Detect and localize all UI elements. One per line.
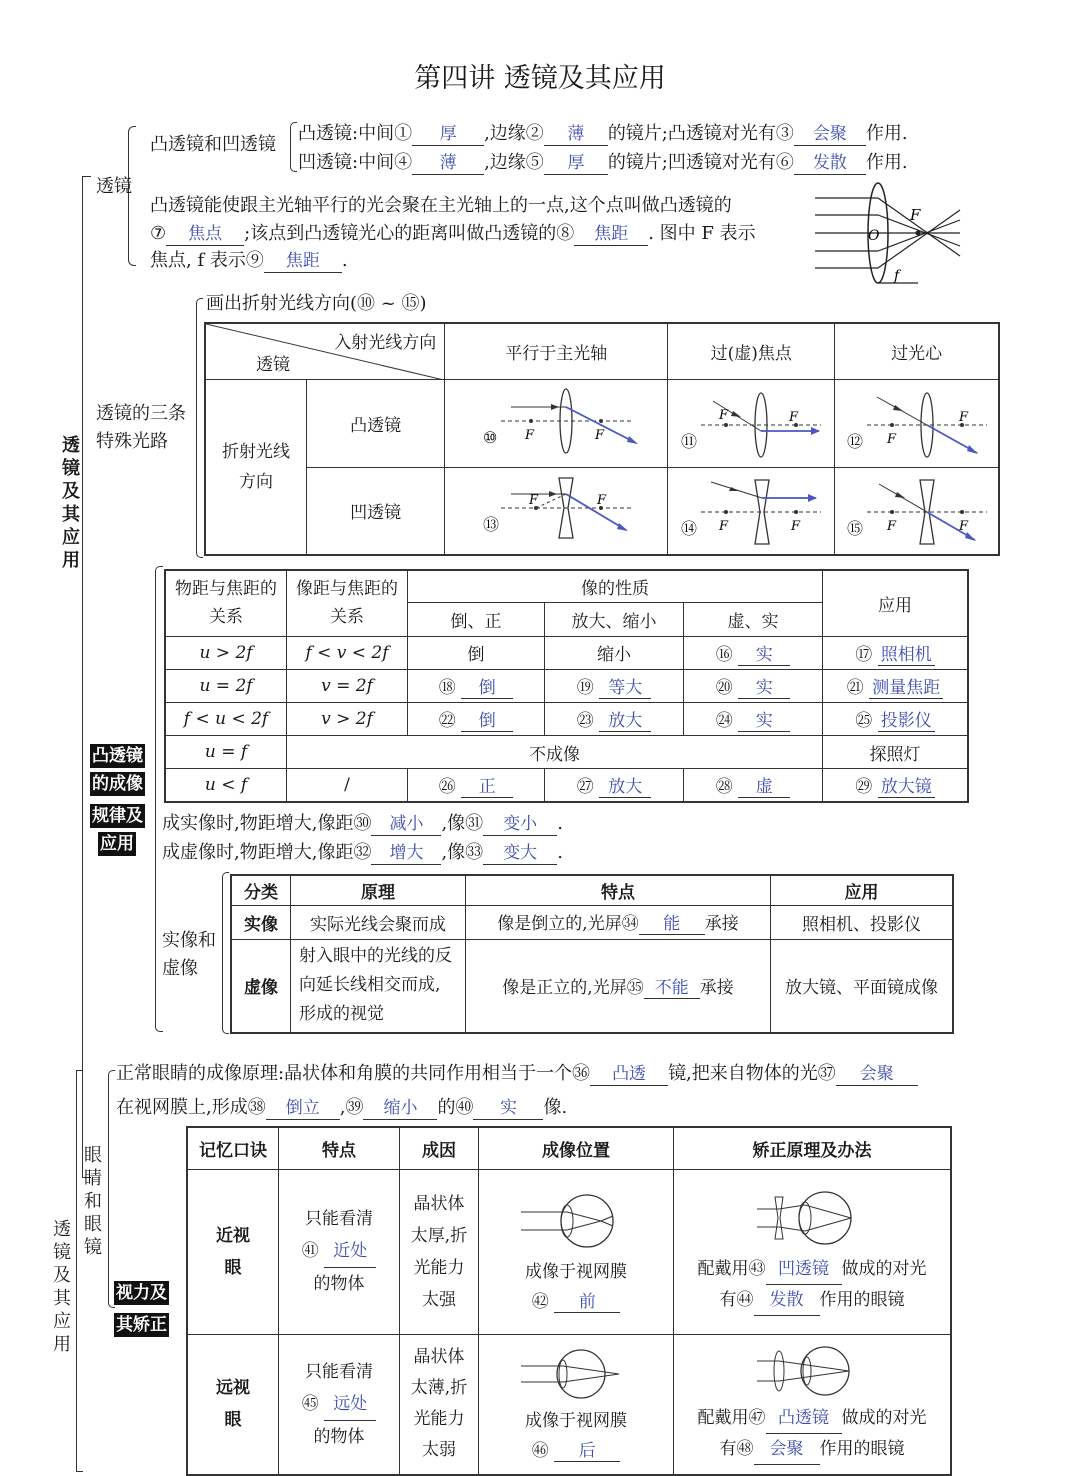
ray-cell-13 [445,467,668,555]
focus-line-1: 凸透镜能使跟主光轴平行的光会聚在主光轴上的一点,这个点叫做凸透镜的 [150,195,732,216]
rv-bracket [222,872,229,1034]
rays-table [204,322,1000,556]
myopia-row: 近视眼 只能看清 ㊶ 近处 的物体 晶状体太厚,折光能力太强 成像于视网膜 ㊷ 前 配戴用㊸ 凹透镜 做成的对光 有㊹ 发散 作用的眼镜 [187,1169,951,1334]
answer-8: 焦距 [574,223,648,246]
rule-real: 成实像时,物距增大,像距㉚ 减小 ,像㉛ 变小 . [162,813,563,834]
convex-row-uf: u = f 不成像 探照灯 [165,736,968,769]
answer-5: 厚 [544,152,608,175]
ray-diagram-15 [837,468,997,548]
convex-block-1: 凸透镜 [92,746,143,766]
h-size: 放大、缩小 [545,602,684,636]
lens-label: 透镜 [96,176,132,197]
ray-diagram-14 [671,468,831,548]
rays-row-group: 折射光线方向 [205,379,307,555]
svg-text:F: F [789,409,799,425]
convex-block-4: 应用 [100,834,134,854]
rays-corner [205,323,445,379]
answer-9: 焦距 [264,250,342,273]
rv-row-virtual: 虚像 射入眼中的光线的反向延长线相交而成,形成的视觉 像是正立的,光屏㉟ 不能 承接 放大镜、平面镜成像 [231,939,953,1033]
answer-7: 焦点 [166,223,244,246]
svg-text:F: F [529,493,539,509]
outer-bracket [82,176,91,1178]
answer-4: 薄 [412,152,484,175]
svg-text:F: F [525,427,535,443]
ray-diagram-12 [837,381,997,461]
svg-text:F: F [719,407,729,423]
convex-row-1: u > 2f f < v < 2f 倒 缩小 ⑯ 实 ⑰ 照相机 [165,636,968,669]
ray-cell-11 [668,379,835,467]
rays-header-focus: 过(虚)焦点 [668,323,835,379]
rv-table: 分类 原理 特点 应用 实像 实际光线会聚而成 像是倒立的,光屏㉞ 能 承接 照相机、投影仪 虚像 射入眼中的光线的反向延长线相交而成,形成的视觉 像是正立的,光屏㉟ 不能 承接 放大镜、平面镜成像 [230,874,954,1034]
ray-cell-14 [668,467,835,555]
hyperopia-eye-diagram [521,1347,631,1401]
rays-side-label: 透镜的三条特殊光路 [96,403,186,452]
ray-diagram-13 [451,468,661,548]
svg-text:F: F [791,519,801,535]
rv-side-label: 实像和虚像 [162,930,216,979]
rv-row-real: 实像 实际光线会聚而成 像是倒立的,光屏㉞ 能 承接 照相机、投影仪 [231,905,953,939]
convex-line: 凸透镜:中间① 厚 ,边缘② 薄 的镜片;凸透镜对光有③ 会聚 作用. [298,123,908,144]
answer-2: 薄 [544,123,608,146]
convex-block-2: 的成像 [92,774,143,794]
svg-text:F: F [886,519,896,535]
eye-outer-bracket [76,1070,83,1472]
myopia-fix-diagram [757,1187,867,1249]
svg-text:F: F [958,519,968,535]
eye-outer-label: 透镜及其应用 [53,1219,71,1355]
answer-6: 发散 [794,152,866,175]
convex-row-ult: u < f / ㉖ 正 ㉗ 放大 ㉘ 虚 ㉙ 放大镜 [165,769,968,802]
eye-block-1: 视力及 [116,1283,167,1303]
ray-diagram-11 [671,381,831,461]
ray-num-10: ⑩ [483,427,498,447]
h-inv: 倒、正 [408,602,545,636]
focus-f-label: F [910,206,921,224]
convex-row-3: f < u < 2f v > 2f ㉒ 倒 ㉓ 放大 ㉔ 实 ㉕ 投影仪 [165,703,968,736]
eye-bracket [108,1070,115,1308]
hyperopia-row: 远视眼 只能看清 ㊺ 远处 的物体 晶状体太薄,折光能力太弱 成像于视网膜 ㊻ 后 配戴用㊼ 凸透镜 做成的对光 有㊽ 会聚 作用的眼镜 [187,1334,951,1475]
optical-center-label: O [868,228,880,244]
eye-block-2: 其矫正 [116,1315,167,1335]
focus-line-2: ⑦ 焦点 ;该点到凸透镜光心的距离叫做凸透镜的⑧ 焦距 . 图中 F 表示 [150,223,756,244]
types-bracket [290,122,297,172]
rays-bracket [196,298,203,558]
svg-text:F: F [597,493,607,509]
ray-num-14: ⑭ [681,519,698,539]
convex-block-3: 规律及 [92,806,143,826]
focus-line-3: 焦点, f 表示⑨ 焦距 . [150,250,348,271]
answer-3: 会聚 [794,123,866,146]
answer-1: 厚 [412,123,484,146]
rays-row-convex: 凸透镜 [307,379,445,467]
page-title: 第四讲 透镜及其应用 [414,63,666,94]
rule-virtual: 成虚像时,物距增大,像距㉜ 增大 ,像㉝ 变大 . [162,842,563,863]
rays-header-center: 过光心 [835,323,999,379]
rays-hint: 画出折射光线方向(⑩ ~ ⑮) [206,293,427,314]
h-nature: 像的性质 [408,570,823,602]
ray-cell-10 [445,379,668,467]
h-img: 像距与焦距的关系 [287,570,408,636]
ray-num-13: ⑬ [483,515,500,535]
outer-label-lens-app: 透镜及其应用 [62,435,80,571]
rays-row-concave: 凹透镜 [307,467,445,555]
convex-row-2: u = 2f v = 2f ⑱ 倒 ⑲ 等大 ⑳ 实 ㉑ 测量焦距 [165,669,968,702]
h-app: 应用 [823,570,969,636]
ray-num-12: ⑫ [846,431,863,451]
svg-text:F: F [595,427,605,443]
ray-num-15: ⑮ [846,519,863,539]
eye-line-2: 在视网膜上,形成㊳ 倒立 ,㊴ 缩小 的㊵ 实 像. [116,1097,568,1118]
corner-bottom-label: 透镜 [256,354,290,375]
eye-table: 记忆口诀 特点 成因 成像位置 矫正原理及办法 近视眼 只能看清 ㊶ 近处 的物体 晶状体太厚,折光能力太强 成像于视网膜 ㊷ 前 配戴用㊸ 凹透镜 做成的对光 有㊹ 发散 作用的眼镜 远视眼 只能看清 ㊺ 远处 的物体 晶状体太薄,折光能力太弱 成像于视网膜 ㊻ 后 配戴用㊼ 凸透镜 做成的对光 有㊽ 会聚 作用的眼镜 [186,1126,952,1476]
lens-types-label: 凸透镜和凹透镜 [150,134,276,155]
concave-line: 凹透镜:中间④ 薄 ,边缘⑤ 厚 的镜片;凹透镜对光有⑥ 发散 作用. [298,152,908,173]
ray-diagram-10 [451,381,661,461]
rays-header-parallel: 平行于主光轴 [445,323,668,379]
myopia-eye-diagram [521,1190,631,1252]
ray-num-11: ⑪ [681,431,698,451]
corner-top-label: 入射光线方向 [334,333,437,353]
eye-line-1: 正常眼睛的成像原理:晶状体和角膜的共同作用相当于一个㊱ 凸透 镜,把来自物体的光㊲ 会聚 [116,1063,918,1086]
convex-focus-diagram [810,178,970,293]
convex-table [164,569,969,803]
h-obj: 物距与焦距的关系 [165,570,287,636]
h-real: 虚、实 [684,602,823,636]
hyperopia-fix-diagram [757,1344,867,1398]
eye-side-label: 眼睛和眼镜 [84,1145,102,1258]
svg-text:F: F [886,431,896,447]
ray-cell-12 [835,379,999,467]
focal-length-label: f [894,268,900,284]
svg-text:F: F [958,409,968,425]
svg-text:F: F [719,519,729,535]
ray-cell-15 [835,467,999,555]
